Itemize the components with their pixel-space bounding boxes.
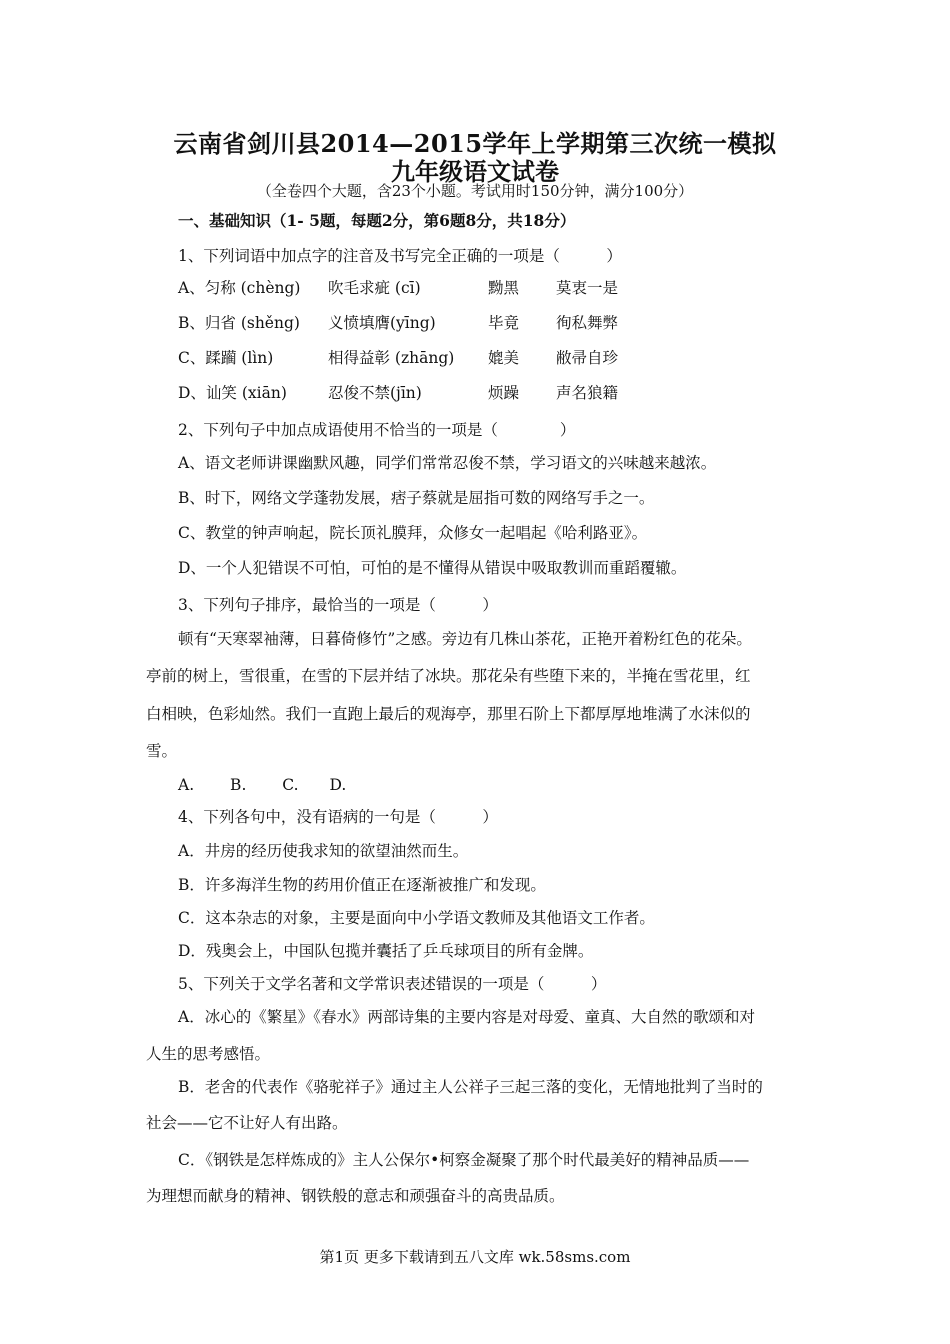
q3-choices: A. B. C. D.	[178, 776, 347, 794]
q5-option-c-line1: C．《钢铁是怎样炼成的》主人公保尔•柯察金凝聚了那个时代最美好的精神品质——	[178, 1151, 750, 1169]
q5-option-a-line1: A．冰心的《繁星》《春水》两部诗集的主要内容是对母爱、童真、大自然的歌颂和对	[178, 1008, 755, 1026]
q5-option-a-line2: 人生的思考感悟。	[146, 1045, 271, 1063]
q4-option-d: D．残奥会上，中国队包揽并囊括了乒乓球项目的所有金牌。	[178, 942, 594, 960]
q1-c-word1: C、蹂躏 (lìn)	[178, 349, 274, 367]
q1-d-word3: 烦躁	[488, 384, 520, 402]
section-heading: 一、基础知识（1- 5题，每题2分，第6题8分，共18分）	[178, 211, 576, 230]
q1-a-word1: A、匀称 (chèng)	[178, 279, 301, 297]
question-1-stem: 1、下列词语中加点字的注音及书写完全正确的一项是（ ）	[178, 247, 622, 265]
q2-option-b: B、时下，网络文学蓬勃发展，痞子蔡就是屈指可数的网络写手之一。	[178, 489, 655, 507]
q1-b-word1: B、归省 (shěng)	[178, 314, 300, 332]
q1-a-word2: 吹毛求疵 (cī)	[328, 279, 421, 297]
exam-title: 云南省剑川县2014—2015学年上学期第三次统一模拟	[173, 129, 777, 158]
q1-c-word2: 相得益彰 (zhāng)	[328, 349, 455, 367]
q2-option-a: A、语文老师讲课幽默风趣，同学们常常忍俊不禁，学习语文的兴味越来越浓。	[178, 454, 717, 472]
q1-c-word3: 媲美	[488, 349, 520, 367]
exam-instructions: （全卷四个大题，含23个小题。考试用时150分钟，满分100分）	[256, 182, 694, 200]
question-4-stem: 4、下列各句中，没有语病的一句是（ ）	[178, 808, 498, 826]
q1-b-word2: 义愤填膺(yīng)	[328, 314, 436, 332]
question-3-stem: 3、下列句子排序，最恰当的一项是（ ）	[178, 596, 498, 614]
q4-option-b: B．许多海洋生物的药用价值正在逐渐被推广和发现。	[178, 876, 546, 894]
q1-d-word2: 忍俊不禁(jīn)	[328, 384, 422, 402]
q1-c-word4: 敝帚自珍	[556, 349, 619, 367]
q1-d-word1: D、讪笑 (xiān)	[178, 384, 287, 402]
q4-option-c: C．这本杂志的对象，主要是面向中小学语文教师及其他语文工作者。	[178, 909, 655, 927]
q5-option-c-line2: 为理想而献身的精神、钢铁般的意志和顽强奋斗的高贵品质。	[146, 1187, 565, 1205]
question-5-stem: 5、下列关于文学名著和文学常识表述错误的一项是（ ）	[178, 975, 607, 993]
question-2-stem: 2、下列句子中加点成语使用不恰当的一项是（ ）	[178, 421, 576, 439]
q5-option-b-line1: B．老舍的代表作《骆驼祥子》通过主人公祥子三起三落的变化，无情地批判了当时的	[178, 1078, 763, 1096]
q2-option-d: D、一个人犯错误不可怕，可怕的是不懂得从错误中吸取教训而重蹈覆辙。	[178, 559, 687, 577]
q1-a-word3: 黝黑	[488, 279, 520, 297]
q1-b-word4: 徇私舞弊	[556, 314, 619, 332]
q3-passage-line2: 亭前的树上，雪很重，在雪的下层并结了冰块。那花朵有些堕下来的，半掩在雪花里，红	[146, 667, 751, 685]
q5-option-b-line2: 社会——它不让好人有出路。	[146, 1114, 348, 1132]
exam-subtitle-grade: 九年级语文试卷	[391, 157, 559, 186]
q1-d-word4: 声名狼籍	[556, 384, 619, 402]
page-footer: 第1页 更多下载请到五八文库 wk.58sms.com	[319, 1248, 631, 1266]
q3-passage-line4: 雪。	[146, 742, 178, 760]
q1-b-word3: 毕竟	[488, 314, 520, 332]
q3-passage-line3: 白相映，色彩灿然。我们一直跑上最后的观海亭，那里石阶上下都厚厚地堆满了水沫似的	[146, 705, 751, 723]
q1-a-word4: 莫衷一是	[556, 279, 619, 297]
q2-option-c: C、教堂的钟声响起，院长顶礼膜拜，众修女一起唱起《哈利路亚》。	[178, 524, 648, 542]
q3-passage-line1: 顿有“天寒翠袖薄，日暮倚修竹”之感。旁边有几株山茶花，正艳开着粉红色的花朵。	[178, 630, 752, 648]
q4-option-a: A．井房的经历使我求知的欲望油然而生。	[178, 842, 469, 860]
